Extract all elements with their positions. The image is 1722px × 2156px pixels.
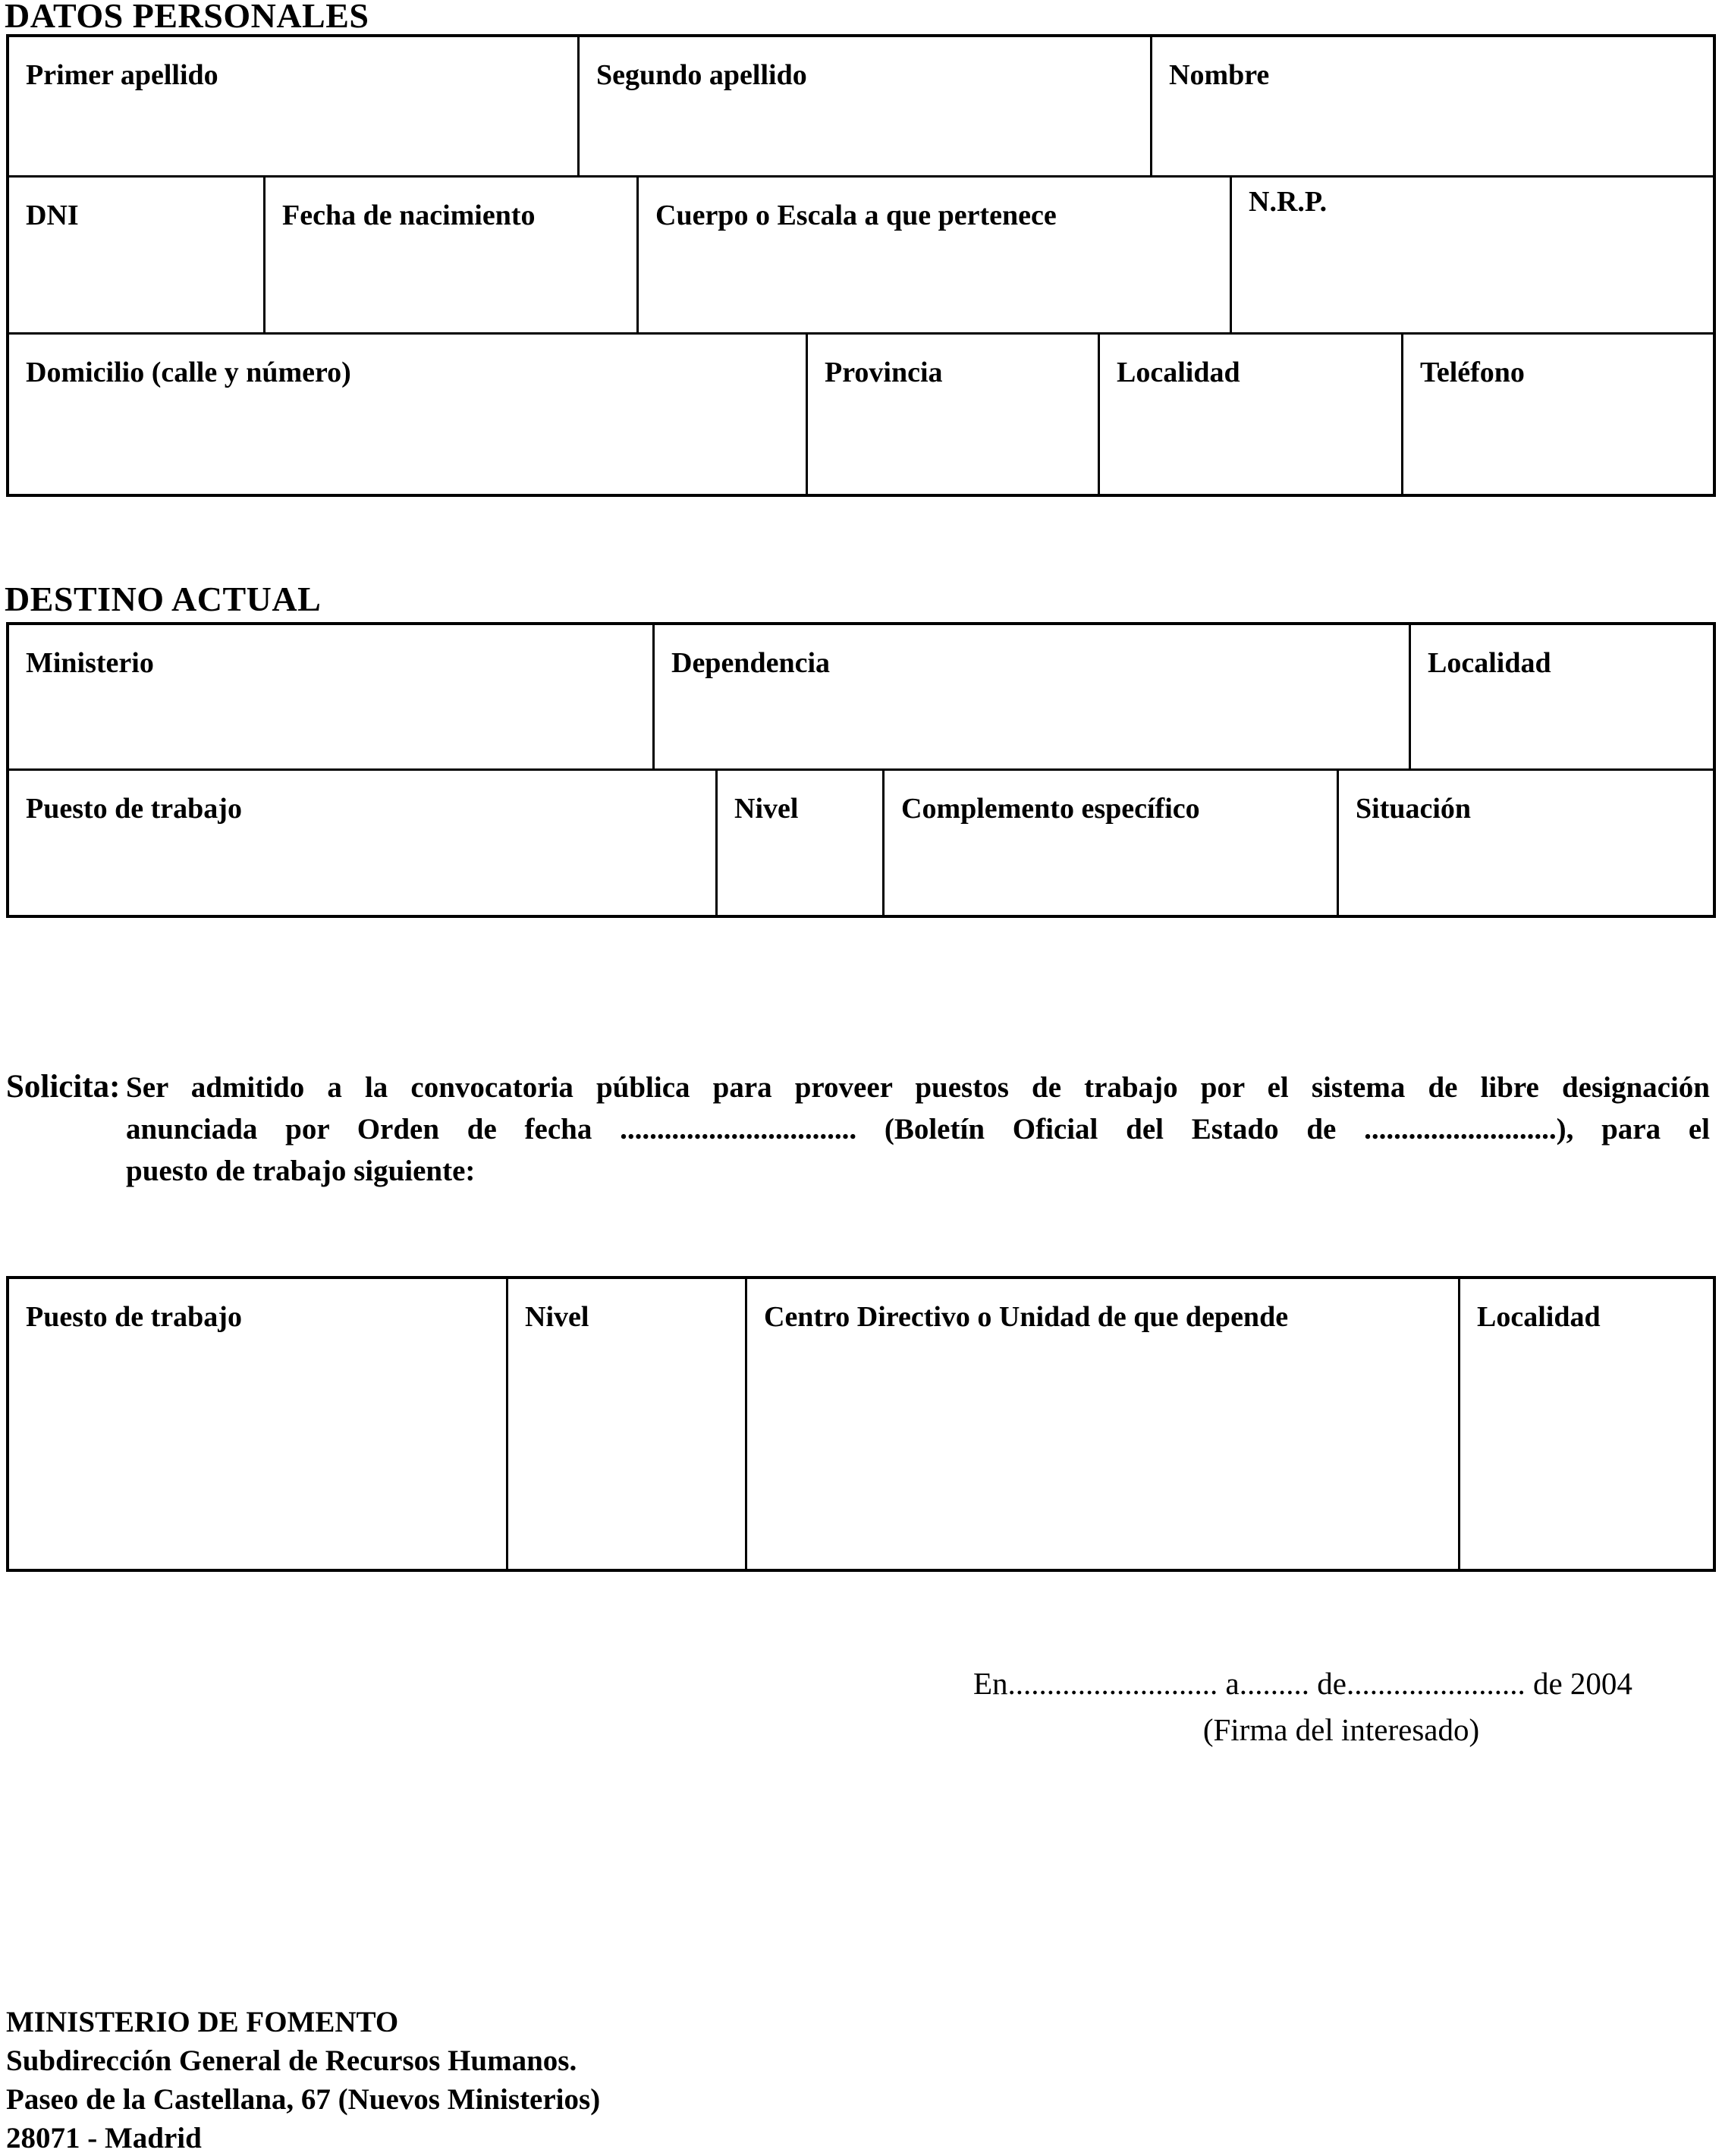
solicita-line: anunciada por Orden de fecha ................................ (Boletín Oficial del Estado de ..........................), para el — [126, 1113, 1710, 1146]
label-provincia: Provincia — [825, 357, 943, 388]
cell-localidad-solicitada — [1460, 1279, 1713, 1569]
label-nrp: N.R.P. — [1249, 186, 1328, 218]
datos-personales-table — [6, 34, 1716, 497]
table-row — [9, 37, 1713, 178]
label-nombre: Nombre — [1169, 59, 1270, 91]
solicita-line: Ser admitido a la convocatoria pública para proveer puestos de trabajo por el sistema de libre designación — [126, 1071, 1710, 1104]
solicita-line: puesto de trabajo siguiente: — [126, 1155, 476, 1187]
label-segundo-apellido: Segundo apellido — [596, 59, 807, 91]
cell-nombre — [1152, 37, 1713, 175]
cell-telefono — [1403, 335, 1713, 494]
cell-localidad-destino — [1411, 625, 1713, 768]
cell-fecha-nacimiento — [266, 178, 639, 332]
label-cuerpo-escala: Cuerpo o Escala a que pertenece — [655, 200, 1057, 231]
cell-dependencia — [655, 625, 1411, 768]
signature-firma-line: (Firma del interesado) — [1202, 1712, 1480, 1747]
label-domicilio: Domicilio (calle y número) — [26, 357, 351, 388]
cell-complemento-especifico — [885, 771, 1339, 915]
solicita-label: Solicita: — [6, 1069, 121, 1105]
cell-primer-apellido — [9, 37, 580, 175]
label-dni: DNI — [26, 200, 79, 231]
label-dependencia: Dependencia — [671, 647, 830, 679]
label-localidad-destino: Localidad — [1428, 647, 1551, 679]
label-localidad-personal: Localidad — [1117, 357, 1240, 388]
label-situacion: Situación — [1356, 793, 1472, 825]
label-localidad-solicitada: Localidad — [1477, 1301, 1601, 1333]
cell-nrp — [1232, 178, 1713, 332]
label-telefono: Teléfono — [1420, 357, 1525, 388]
label-puesto-trabajo-actual: Puesto de trabajo — [26, 793, 242, 825]
table-row — [9, 178, 1713, 335]
cell-nivel-actual — [718, 771, 885, 915]
cell-domicilio — [9, 335, 808, 494]
table-row — [9, 625, 1713, 771]
cell-puesto-trabajo-solicitado — [9, 1279, 508, 1569]
label-fecha-nacimiento: Fecha de nacimiento — [282, 200, 536, 231]
destino-actual-table — [6, 622, 1716, 918]
label-ministerio: Ministerio — [26, 647, 154, 679]
footer-line-subdireccion: Subdirección General de Recursos Humanos. — [6, 2044, 577, 2077]
table-row — [9, 771, 1713, 915]
table-row — [9, 335, 1713, 494]
puesto-solicitado-table — [6, 1276, 1716, 1572]
cell-ministerio — [9, 625, 655, 768]
cell-puesto-trabajo-actual — [9, 771, 718, 915]
signature-block — [973, 1663, 1709, 1751]
cell-nivel-solicitado — [508, 1279, 747, 1569]
cell-cuerpo-escala — [639, 178, 1232, 332]
label-complemento-especifico: Complemento específico — [901, 793, 1200, 825]
section-title-datos-personales: DATOS PERSONALES — [5, 0, 369, 35]
label-nivel-solicitado: Nivel — [525, 1301, 589, 1333]
footer-line-ministerio: MINISTERIO DE FOMENTO — [6, 2006, 399, 2038]
section-title-destino-actual: DESTINO ACTUAL — [5, 580, 322, 618]
label-puesto-trabajo-solicitado: Puesto de trabajo — [26, 1301, 242, 1333]
solicita-paragraph — [126, 1067, 1710, 1192]
table-row — [9, 1279, 1713, 1569]
cell-dni — [9, 178, 266, 332]
cell-situacion — [1339, 771, 1713, 915]
cell-provincia — [808, 335, 1100, 494]
cell-segundo-apellido — [580, 37, 1152, 175]
label-nivel-actual: Nivel — [734, 793, 799, 825]
footer-address — [6, 2003, 1068, 2156]
label-centro-directivo: Centro Directivo o Unidad de que depende — [764, 1301, 1289, 1333]
label-primer-apellido: Primer apellido — [26, 59, 218, 91]
signature-date-line: En........................... a......... de....................... de 2004 — [973, 1666, 1632, 1701]
cell-centro-directivo — [747, 1279, 1460, 1569]
footer-line-cp-ciudad: 28071 - Madrid — [6, 2122, 202, 2154]
footer-line-direccion: Paseo de la Castellana, 67 (Nuevos Ministerios) — [6, 2083, 601, 2116]
cell-localidad-personal — [1100, 335, 1403, 494]
